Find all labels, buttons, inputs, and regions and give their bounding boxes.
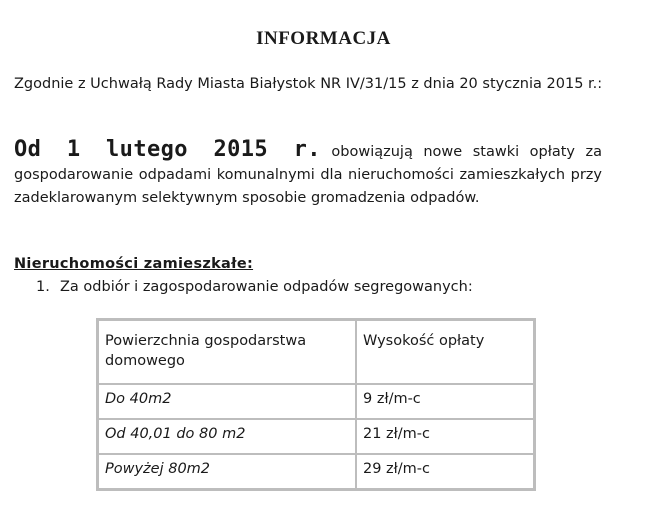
area-cell: Do 40m2 xyxy=(98,384,356,419)
table-row xyxy=(98,454,534,489)
list-item xyxy=(36,277,596,297)
section-heading: Nieruchomości zamieszkałe: xyxy=(14,256,254,272)
main-paragraph xyxy=(14,138,602,210)
area-cell: Powyżej 80m2 xyxy=(98,454,356,489)
main-paragraph-text: obowiązują nowe stawki opłaty za gospodarowanie odpadami komunalnymi dla nieruchomości zamieszkałych przy zadeklarowanym selektywnym sposobie gromadzenia odpadów. xyxy=(14,144,602,206)
column-header-area: Powierzchnia gospodarstwa domowego xyxy=(98,320,356,384)
document-title: INFORMACJA xyxy=(256,28,391,49)
table-header-row xyxy=(98,320,534,384)
list-item-number: 1. xyxy=(36,279,50,295)
column-header-fee: Wysokość opłaty xyxy=(356,320,534,384)
table-row xyxy=(98,419,534,454)
intro-paragraph: Zgodnie z Uchwałą Rady Miasta Białystok NR IV/31/15 z dnia 20 stycznia 2015 r.: xyxy=(14,76,603,92)
area-cell: Od 40,01 do 80 m2 xyxy=(98,419,356,454)
fee-cell: 9 zł/m-c xyxy=(356,384,534,419)
table-row xyxy=(98,384,534,419)
numbered-list xyxy=(36,277,596,297)
list-item-text: Za odbiór i zagospodarowanie odpadów segregowanych: xyxy=(60,279,473,295)
effective-date-lead: Od 1 lutego 2015 r. xyxy=(14,137,321,162)
fee-table xyxy=(96,318,536,491)
fee-cell: 29 zł/m-c xyxy=(356,454,534,489)
fee-cell: 21 zł/m-c xyxy=(356,419,534,454)
